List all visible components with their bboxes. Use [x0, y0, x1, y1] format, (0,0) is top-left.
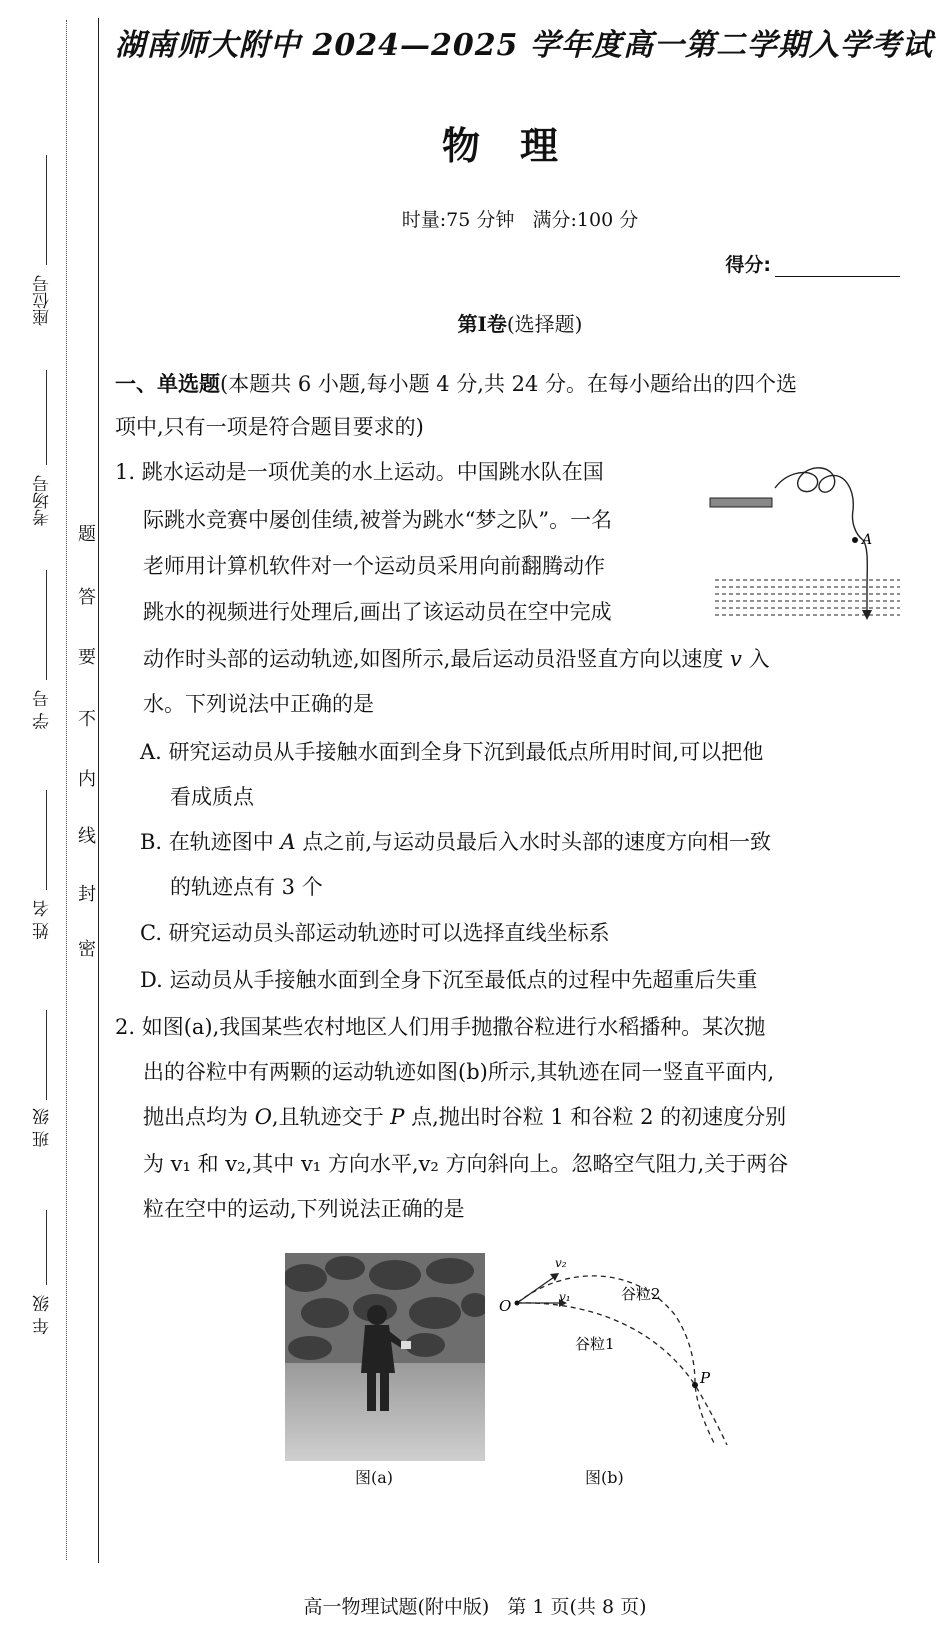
section-title: 第Ⅰ卷: [457, 312, 507, 336]
seal-char: 密: [78, 939, 96, 960]
binding-margin: [0, 0, 100, 1637]
v2-arrow-icon: [550, 1273, 559, 1281]
seal-char: 不: [78, 709, 96, 730]
seat-label: 座位号: [33, 275, 53, 326]
q1-text: 际跳水竞赛中屡创佳绩,被誉为跳水“梦之队”。一名: [143, 508, 613, 532]
water-surface: [715, 580, 900, 615]
seal-char: 内: [78, 769, 96, 790]
q1-option-b: B. 在轨迹图中 A 点之前,与运动员最后入水时头部的速度方向相一致: [140, 830, 771, 854]
point-p-label: P: [700, 1369, 711, 1387]
student-no-label: 学 号: [33, 690, 53, 730]
q1-option-a-cont: 看成质点: [170, 785, 254, 809]
grain1-label: 谷粒1: [575, 1335, 615, 1353]
point-a-dot: [852, 537, 858, 543]
part-heading: 一、单选题: [115, 371, 220, 396]
q2-figure-a-photo: [285, 1253, 485, 1461]
page-footer: 高一物理试题(附中版) 第 1 页(共 8 页): [303, 1596, 647, 1618]
q2-text: 抛出点均为 O,且轨迹交于 P 点,抛出时谷粒 1 和谷粒 2 的初速度分别: [143, 1105, 787, 1129]
q1-text: 老师用计算机软件对一个运动员采用向前翻腾动作: [143, 554, 605, 578]
seal-char: 封: [78, 884, 96, 905]
score-field: [725, 250, 900, 277]
subject-title: 物理: [441, 123, 598, 168]
section-subtitle: (选择题): [506, 312, 583, 336]
point-a-label: A: [862, 532, 873, 548]
q1-option-b-cont: 的轨迹点有 3 个: [170, 875, 323, 899]
q2-text: 2. 如图(a),我国某些农村地区人们用手抛撒谷粒进行水稻播种。某次抛: [115, 1015, 766, 1039]
margin-border-line: [98, 18, 99, 1563]
seal-char: 线: [78, 826, 96, 847]
q2-text: 为 v₁ 和 v₂,其中 v₁ 方向水平,v₂ 方向斜向上。忽略空气阻力,关于两谷: [143, 1152, 789, 1176]
room-blank: [46, 370, 47, 465]
dotted-cut-line: [66, 20, 67, 1560]
student-no-blank: [46, 570, 47, 680]
point-p-dot: [692, 1382, 698, 1388]
v2-vector: [517, 1275, 557, 1303]
name-blank: [46, 790, 47, 890]
trajectory-path: [775, 468, 867, 588]
q2-text: 出的谷粒中有两颗的运动轨迹如图(b)所示,其轨迹在同一竖直平面内,: [143, 1060, 775, 1084]
section-heading: [115, 308, 925, 337]
q1-text: 动作时头部的运动轨迹,如图所示,最后运动员沿竖直方向以速度 v 入: [143, 647, 770, 671]
q1-diving-figure: [705, 460, 905, 630]
seal-char: 答: [78, 587, 96, 608]
seat-blank: [46, 155, 47, 265]
v2-label: v₂: [555, 1256, 567, 1270]
point-o-dot: [515, 1301, 520, 1306]
q1-text: 1. 跳水运动是一项优美的水上运动。中国跳水队在国: [115, 460, 604, 484]
point-o-label: O: [499, 1297, 512, 1315]
q1-text: 水。下列说法中正确的是: [143, 692, 374, 716]
seal-char: 要: [78, 647, 96, 668]
q1-text: 跳水的视频进行处理后,画出了该运动员在空中完成: [143, 600, 612, 624]
part-instructions-cont: 项中,只有一项是符合题目要求的): [115, 415, 424, 439]
grain2-label: 谷粒2: [621, 1285, 661, 1303]
seal-char: 题: [78, 524, 96, 545]
grain2-trajectory: [517, 1276, 715, 1445]
class-label: 班 级: [33, 1108, 53, 1148]
name-label: 姓 名: [33, 900, 53, 940]
time-info: 时量:75 分钟 满分:100 分: [401, 209, 639, 231]
grade-label: 年 级: [33, 1295, 53, 1335]
q2-text: 粒在空中的运动,下列说法正确的是: [143, 1197, 465, 1221]
score-label: 得分:: [725, 254, 771, 276]
fig-b-caption: 图(b): [585, 1468, 624, 1487]
q1-option-c: C. 研究运动员头部运动轨迹时可以选择直线坐标系: [140, 921, 610, 945]
grade-blank: [46, 1210, 47, 1285]
fig-a-caption: 图(a): [355, 1468, 394, 1487]
q1-option-a: A. 研究运动员从手接触水面到全身下沉到最低点所用时间,可以把他: [140, 740, 764, 764]
q2-figure-b-trajectories: [495, 1245, 745, 1455]
diving-board: [710, 498, 772, 507]
q1-option-d: D. 运动员从手接触水面到全身下沉至最低点的过程中先超重后失重: [140, 968, 758, 992]
room-label: 考场号: [33, 475, 53, 526]
grain1-trajectory: [517, 1303, 727, 1445]
exam-title: 湖南师大附中 2024—2025 学年度高一第二学期入学考试: [115, 28, 933, 63]
v1-label: v₁: [559, 1290, 571, 1304]
part-instructions: 一、单选题(本题共 6 小题,每小题 4 分,共 24 分。在每小题给出的四个选: [115, 371, 798, 396]
score-blank[interactable]: [775, 258, 900, 277]
class-blank: [46, 1010, 47, 1100]
